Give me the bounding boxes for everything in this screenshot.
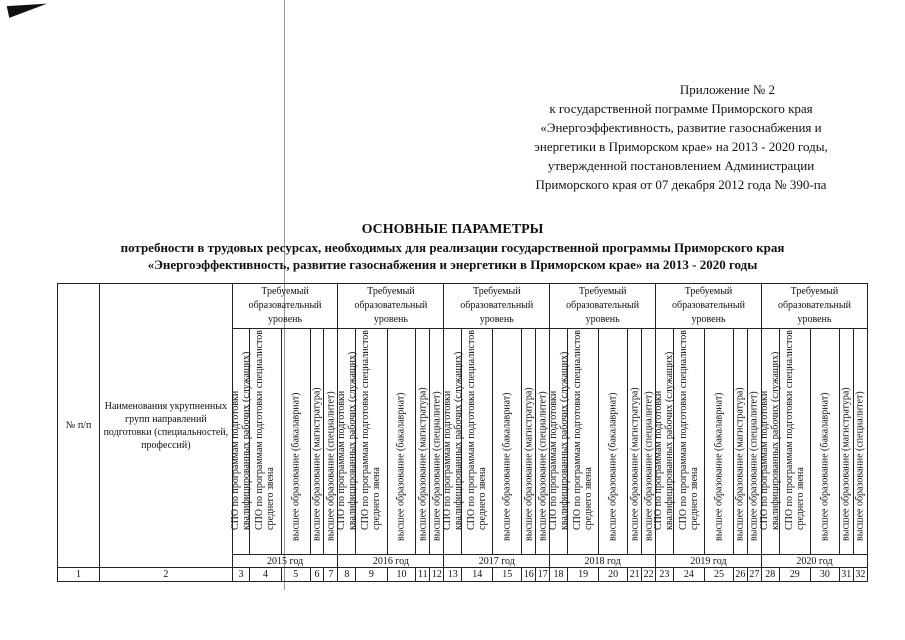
column-number: 6 [310,568,324,582]
level-header-text: СПО по программам подготовки специалистов среднего звена [254,330,277,530]
corner-mark [7,0,49,18]
level-header [779,329,810,555]
group-header: Требуемый образовательный уровень [656,284,762,329]
level-header [733,329,747,555]
level-header [839,329,853,555]
level-header-text: высшее образование (специалитет) [748,391,760,541]
level-header [335,329,358,555]
level-header-text: высшее образование (специалитет) [431,391,443,541]
level-header-text: высшее образование (бакалавриат) [607,392,619,541]
level-header [229,329,252,555]
doc-title: ОСНОВНЫЕ ПАРАМЕТРЫ [361,222,544,237]
column-number: 25 [705,568,734,582]
level-header-text: высшее образование (специалитет) [643,391,655,541]
column-number: 3 [232,568,250,582]
level-header [462,329,493,555]
level-header [281,329,310,555]
level-header-text: СПО по программам подготовки специалистов среднего звена [677,330,700,530]
level-header [567,329,598,555]
column-number: 32 [853,568,867,582]
level-header [310,329,324,555]
group-header: Требуемый образовательный уровень [761,284,867,329]
annex-line: утвержденной постановлением Администрации [547,158,815,173]
level-header [628,329,642,555]
column-number: 14 [462,568,493,582]
level-header-text: СПО по программам подготовки квалифицированных рабочих (служащих) [441,351,464,530]
column-number: 19 [567,568,598,582]
level-header [441,329,464,555]
level-header-text: СПО по программам подготовки специалистов среднего звена [360,330,383,530]
level-header-text: высшее образование (специалитет) [854,391,866,541]
year-header: 2020 год [761,555,867,568]
column-number: 5 [281,568,310,582]
year-header: 2018 год [550,555,656,568]
level-header [250,329,281,555]
level-header [705,329,734,555]
level-header-text: высшее образование (магистратура) [523,387,535,541]
level-header [493,329,522,555]
annex-block [501,80,861,194]
level-header-text: высшее образование (магистратура) [311,387,323,541]
level-header [416,329,430,555]
annex-number: Приложение № 2 [679,82,775,97]
annex-line: Приморского края от 07 декабря 2012 года № 390-па [535,177,827,192]
level-header-text: высшее образование (специалитет) [537,391,549,541]
level-header-text: высшее образование (бакалавриат) [501,392,513,541]
level-header-text: высшее образование (бакалавриат) [290,392,302,541]
column-number: 30 [810,568,839,582]
level-header-text: СПО по программам подготовки специалистов среднего звена [572,330,595,530]
level-header-text: СПО по программам подготовки специалистов среднего звена [783,330,806,530]
year-header: 2015 год [232,555,338,568]
column-number: 24 [673,568,704,582]
column-number: 17 [537,569,548,580]
annex-line: к государственной пограмме Приморского края [549,101,813,116]
column-number: 8 [338,568,356,582]
year-header: 2019 год [656,555,762,568]
level-header-text: высшее образование (специалитет) [325,391,337,541]
column-number: 22 [643,569,654,580]
doc-subtitle: «Энергоэффективность, развитие газоснабжения и энергетики в Приморском крае» на 2013 - 2020 годы [147,257,758,272]
group-header: Требуемый образовательный уровень [338,284,444,329]
level-header [810,329,839,555]
annex-line: «Энергоэффективность, развитие газоснабжения и [540,120,822,135]
level-header-text: высшее образование (бакалавриат) [713,392,725,541]
parameters-table [57,283,868,582]
level-header-text: СПО по программам подготовки квалифицированных рабочих (служащих) [335,351,358,530]
column-number: 26 [735,569,746,580]
column-number: 29 [779,568,810,582]
year-header: 2017 год [444,555,550,568]
level-header-text: СПО по программам подготовки квалифицированных рабочих (служащих) [229,351,252,530]
level-header-text: высшее образование (магистратура) [629,387,641,541]
column-number: 15 [493,568,522,582]
level-header-text: СПО по программам подготовки квалифицированных рабочих (служащих) [759,351,782,530]
column-number: 11 [416,568,430,582]
column-number: 20 [599,568,628,582]
level-header [522,329,536,555]
group-header: Требуемый образовательный уровень [232,284,338,329]
year-header: 2016 год [338,555,444,568]
column-number: 2 [100,568,233,582]
level-header [356,329,387,555]
column-number: 1 [58,568,100,582]
level-header-text: высшее образование (магистратура) [734,387,746,541]
doc-subtitle: потребности в трудовых ресурсах, необходимых для реализации государственной программы Приморского края [120,240,785,255]
column-number: 21 [629,569,640,580]
level-header-text: высшее образование (бакалавриат) [395,392,407,541]
level-header-text: СПО по программам подготовки специалистов среднего звена [466,330,489,530]
level-header-text: высшее образование (магистратура) [840,387,852,541]
annex-line: энергетики в Приморском крае» на 2013 - 2020 годы, [534,139,828,154]
column-number: 31 [841,569,852,580]
column-number: 16 [523,569,534,580]
level-header-text: СПО по программам подготовки квалифицированных рабочих (служащих) [653,351,676,530]
column-number: 28 [761,568,779,582]
column-number: 13 [444,568,462,582]
level-header [599,329,628,555]
group-header: Требуемый образовательный уровень [444,284,550,329]
col-name-header: Наименования укрупненных групп направлений подготовки (специальностей, профессий) [100,284,233,568]
column-number: 7 [324,568,338,582]
column-number: 18 [550,568,568,582]
level-header-text: высшее образование (магистратура) [417,387,429,541]
level-header [759,329,782,555]
column-number: 27 [749,569,760,580]
level-header [653,329,676,555]
column-number: 23 [656,568,674,582]
column-number: 10 [387,568,416,582]
level-header [853,329,867,555]
column-number: 12 [431,569,442,580]
column-number: 9 [356,568,387,582]
level-header [387,329,416,555]
level-header-text: высшее образование (бакалавриат) [819,392,831,541]
level-header [547,329,570,555]
group-header: Требуемый образовательный уровень [550,284,656,329]
level-header [673,329,704,555]
column-number: 4 [250,568,281,582]
level-header-text: СПО по программам подготовки квалифицированных рабочих (служащих) [547,351,570,530]
col-num-header: № п/п [58,284,100,568]
